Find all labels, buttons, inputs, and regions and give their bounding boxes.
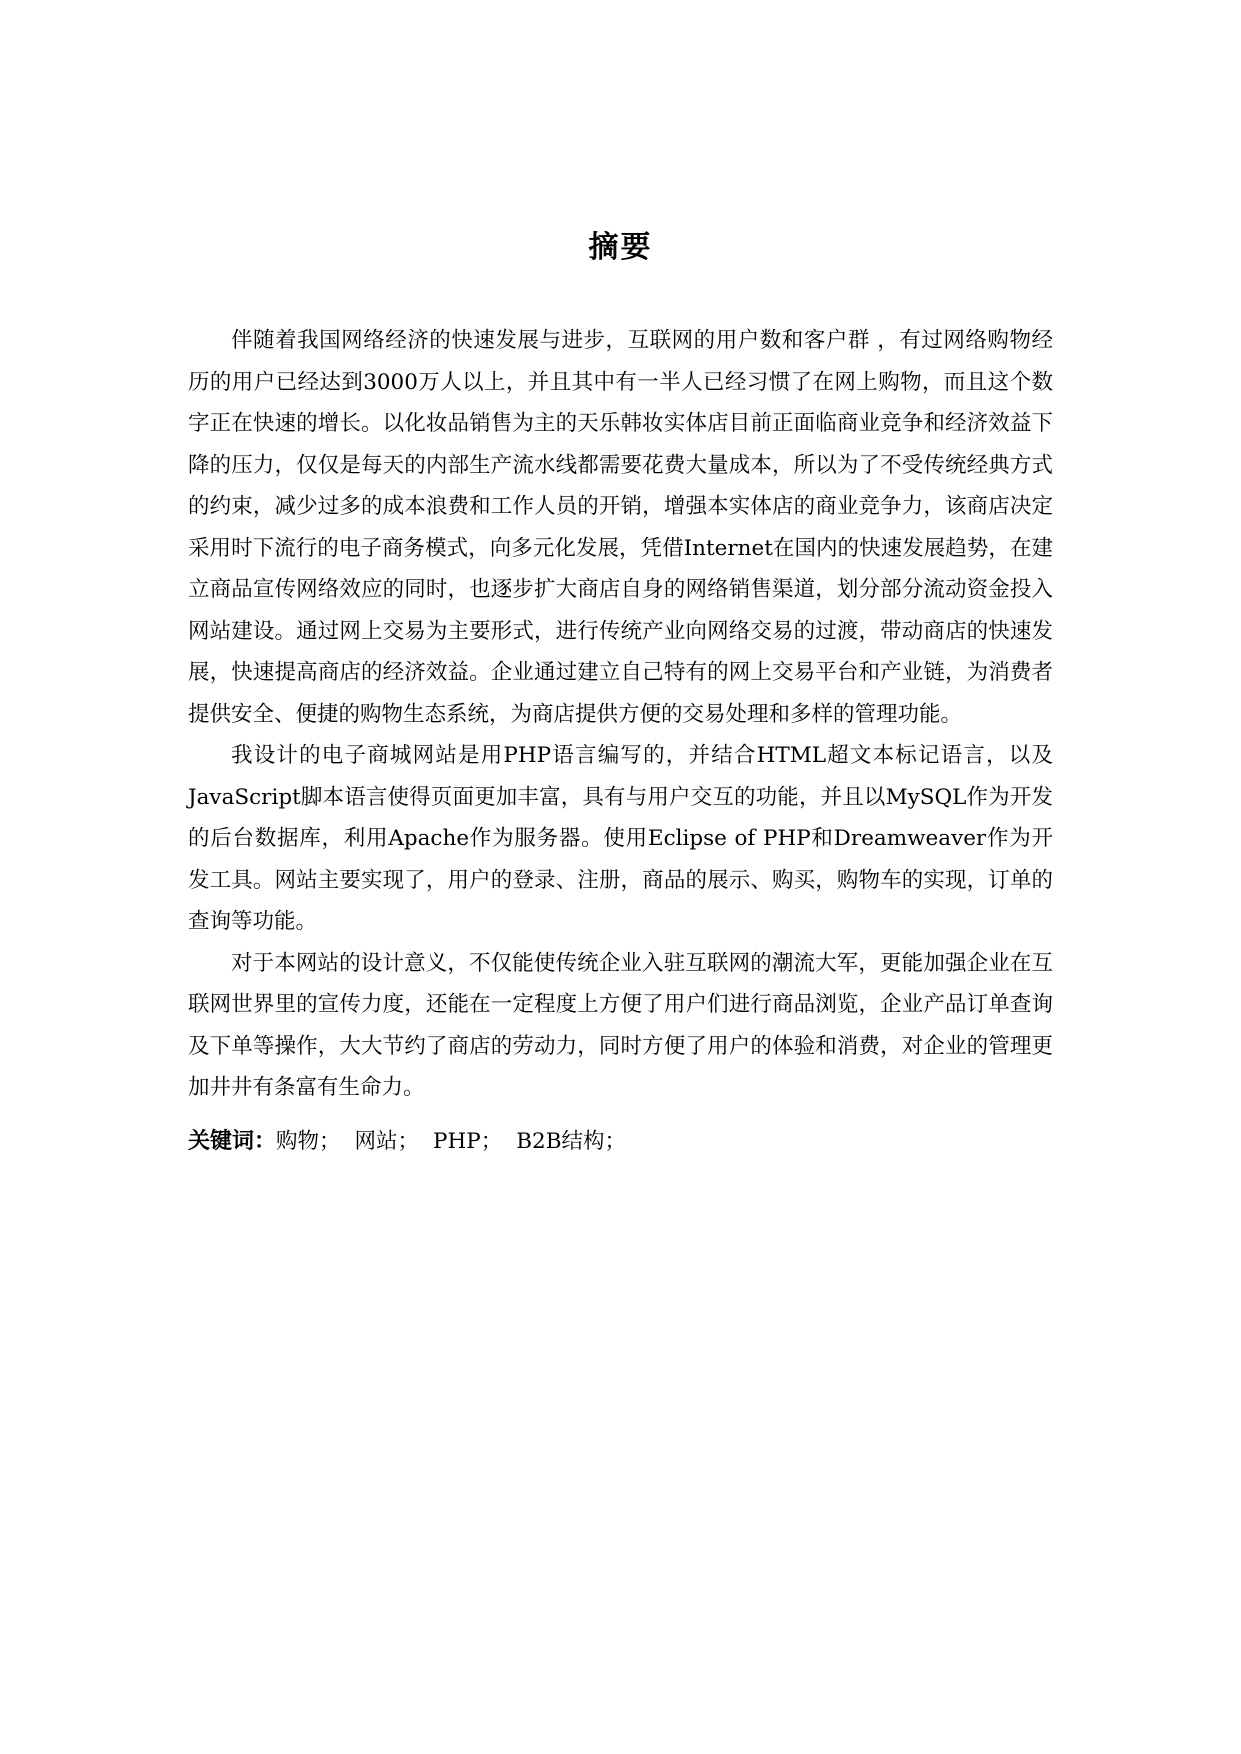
abstract-paragraph-2: 我设计的电子商城网站是用PHP语言编写的，并结合HTML超文本标记语言，以及JavaScript脚本语言使得页面更加丰富，具有与用户交互的功能，并且以MySQL作为开发的后台数据库，利用Apache作为服务器。使用Eclipse of PHP和Dreamweaver作为开发工具。网站主要实现了，用户的登录、注册，商品的展示、购买，购物车的实现，订单的查询等功能。 [188,743,1053,934]
keywords-line [188,1121,1053,1163]
keywords-label: 关键词： [188,1128,277,1154]
keywords-list [276,1129,640,1154]
page-title: 摘要 [588,230,653,265]
keyword-item: 购物； [276,1128,341,1154]
abstract-paragraph-3: 对于本网站的设计意义，不仅能使传统企业入驻互联网的潮流大军，更能加强企业在互联网世界里的宣传力度，还能在一定程度上方便了用户们进行商品浏览，企业产品订单查询及下单等操作，大大节约了商店的劳动力，同时方便了用户的体验和消费，对企业的管理更加井井有条富有生命力。 [188,950,1053,1100]
abstract-body [188,320,1053,1162]
keyword-item: B2B结构； [516,1128,627,1154]
abstract-paragraph-1: 伴随着我国网络经济的快速发展与进步，互联网的用户数和客户群 ，有过网络购物经历的用户已经达到3000万人以上，并且其中有一半人已经习惯了在网上购物，而且这个数字正在快速的增长。以化妆品销售为主的天乐韩妆实体店目前正面临商业竞争和经济效益下降的压力，仅仅是每天的内部生产流水线都需要花费大量成本，所以为了不受传统经典方式的约束，减少过多的成本浪费和工作人员的开销，增强本实体店的商业竞争力，该商店决定采用时下流行的电子商务模式，向多元化发展，凭借Internet在国内的快速发展趋势，在建立商品宣传网络效应的同时，也逐步扩大商店自身的网络销售渠道，划分部分流动资金投入网站建设。通过网上交易为主要形式，进行传统产业向网络交易的过渡，带动商店的快速发展，快速提高商店的经济效益。企业通过建立自己特有的网上交易平台和产业链，为消费者提供安全、便捷的购物生态系统，为商店提供方便的交易处理和多样的管理功能。 [188,328,1053,727]
keyword-item: PHP； [433,1128,503,1154]
keyword-item: 网站； [354,1128,420,1154]
